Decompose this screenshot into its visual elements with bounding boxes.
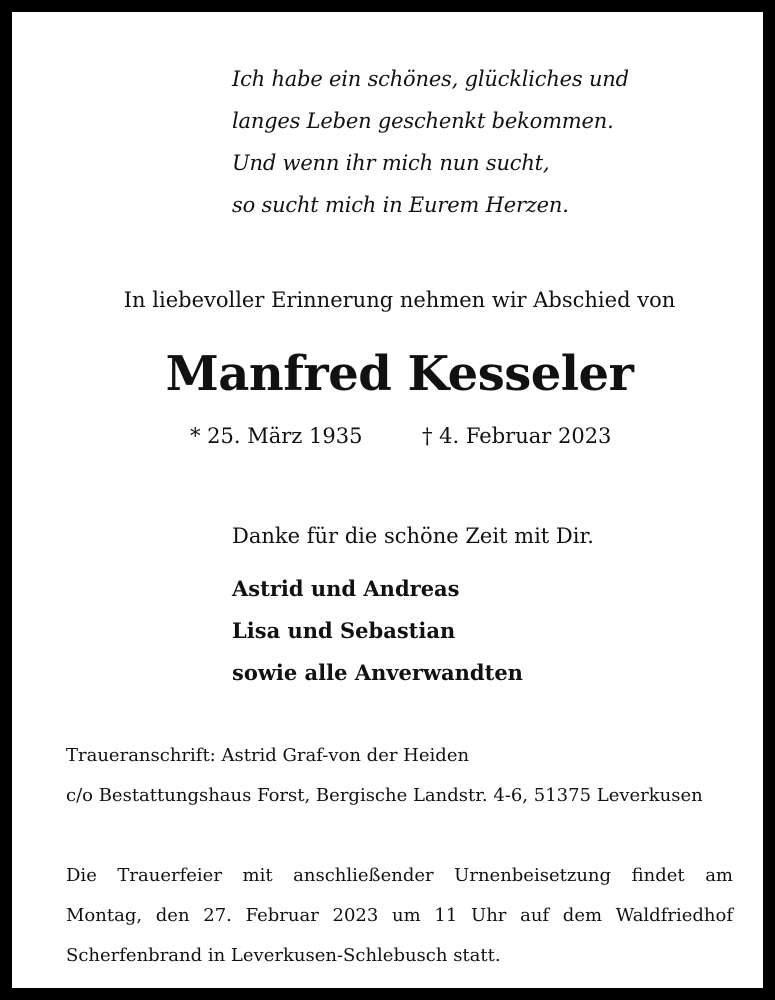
deceased-name: Manfred Kesseler: [165, 346, 634, 402]
poem: [232, 58, 629, 226]
address-line: c/o Bestattungshaus Forst, Bergische Landstr. 4-6, 51375 Leverkusen: [66, 785, 703, 806]
ceremony-line: Montag, den 27. Februar 2023 um 11 Uhr auf dem Waldfriedhof: [66, 905, 733, 926]
mourner-entry: sowie alle Anverwandten: [232, 660, 523, 685]
birth-date: * 25. März 1935: [190, 424, 363, 448]
mourner-entry: Lisa und Sebastian: [232, 618, 456, 643]
ceremony-line: Scherfenbrand in Leverkusen-Schlebusch statt.: [66, 945, 501, 966]
ceremony-info: [66, 856, 733, 976]
poem-line: Ich habe ein schönes, glückliches und: [232, 67, 629, 91]
poem-line: langes Leben geschenkt bekommen.: [232, 109, 614, 133]
mourning-address: [66, 736, 703, 816]
poem-line: so sucht mich in Eurem Herzen.: [232, 193, 569, 217]
mourner-entry: Astrid und Andreas: [232, 576, 460, 601]
death-date: † 4. Februar 2023: [422, 424, 612, 448]
ceremony-line: Die Trauerfeier mit anschließender Urnenbeisetzung findet am: [66, 865, 733, 886]
mourners-list: [232, 568, 523, 694]
intro-text: In liebevoller Erinnerung nehmen wir Abschied von: [123, 288, 676, 312]
address-line: Traueranschrift: Astrid Graf-von der Heiden: [66, 745, 470, 766]
poem-line: Und wenn ihr mich nun sucht,: [232, 151, 550, 175]
thanks-text: Danke für die schöne Zeit mit Dir.: [232, 524, 594, 548]
